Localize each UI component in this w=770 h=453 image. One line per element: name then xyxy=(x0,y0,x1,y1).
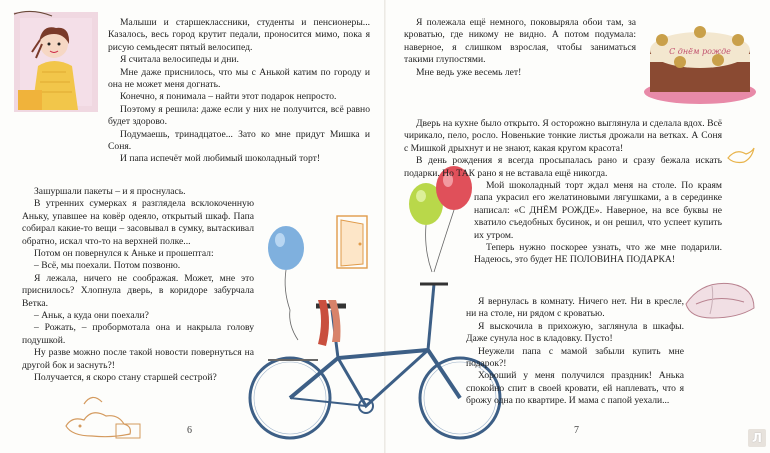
right-text-block-2 xyxy=(404,118,722,267)
paragraph: Неужели папа с мамой забыли купить мне подарок?! xyxy=(466,345,684,370)
paragraph: Получается, я скоро стану старшей сестрой? xyxy=(34,372,217,384)
right-text-block-1 xyxy=(404,17,636,79)
paragraph: Ну разве можно после такой новости повернуться на другой бок и заснуть?! xyxy=(22,347,254,371)
paragraph: Я считала велосипеды и дни. xyxy=(120,54,239,66)
paragraph: Я полежала ещё немного, поковыряла обои там, за кроватью, где никому не видно. А потом подумала: наверное, я слишком взрослая, чтобы заниматься такими глупостями. xyxy=(404,17,636,66)
publisher-logo-letter: Л xyxy=(752,431,762,445)
girl-illustration xyxy=(12,6,102,114)
cake-text: С днём рожде xyxy=(669,47,731,56)
balloon-blue xyxy=(268,226,304,340)
left-text-block-1 xyxy=(108,17,370,166)
right-text-block-3 xyxy=(466,296,684,408)
paragraph: – Рожать, – пробормотала она и накрыла голову подушкой. xyxy=(22,322,254,346)
dog-illustration xyxy=(62,386,152,442)
paragraph: В день рождения я всегда просыпалась рано и сразу бежала искать подарки. Но ТАК рано я не вставала ещё никогда. xyxy=(404,155,722,179)
paragraph: Конечно, я понимала – найти этот подарок непросто. xyxy=(120,91,337,103)
paragraph: Я вернулась в комнату. Ничего нет. Ни в кресле, ни на столе, ни рядом с кроватью. xyxy=(466,296,684,320)
paragraph: – Аньк, а куда они поехали? xyxy=(34,310,149,322)
page-number-left: 6 xyxy=(187,425,192,436)
paragraph: Дверь на кухне было открыто. Я осторожно выглянула и сделала вдох. Всё чирикало, пело, росло. Новенькие тонкие листья дрожали на ветках. А Соня с Мишкой дрыхнут и не знают, какая кругом красота! xyxy=(404,118,722,154)
paragraph: В утренних сумерках я разглядела всклокоченную Аньку, упавшее на ковёр одеяло, открытый шкаф. Папа собирал какие-то вещи – засовывал в сумку, вытаскивал обратно, искал что-то на верхней полке... xyxy=(22,198,254,247)
paragraph: Зашуршали пакеты – и я проснулась. xyxy=(34,186,186,197)
paragraph: – Всё, мы поехали. Потом позвоню. xyxy=(34,260,181,272)
paragraph: Я выскочила в прихожую, заглянула в шкафы. Даже сунула нос в кладовку. Пусто! xyxy=(466,320,684,345)
bird-illustration xyxy=(726,144,756,168)
publisher-logo xyxy=(748,429,766,447)
cake-illustration xyxy=(640,10,760,110)
paragraph: Мне ведь уже весемь лет! xyxy=(416,66,522,78)
paragraph: Мне даже приснилось, что мы с Анькой катим по городу и она не может меня догнать. xyxy=(108,66,370,91)
paragraph: Хороший у меня получился праздник! Анька спокойно спит в своей кровати, ей наплевать, что я брожу одна по квартире. И мама с папой уехали... xyxy=(466,370,684,407)
paragraph: Я лежала, ничего не соображая. Может, мне это приснилось? Хлопнула дверь, в коридоре забурчала Ветка. xyxy=(22,272,254,309)
paragraph: Потом он повернулся к Аньке и прошептал: xyxy=(34,248,214,260)
page-number-right: 7 xyxy=(574,425,579,436)
paragraph: И папа испечёт мой любимый шоколадный торт! xyxy=(120,153,321,165)
paragraph: Малыши и старшеклассники, студенты и пенсионеры... Казалось, весь город крутит педали, проносится мимо, пока я рисую семьдесят пятый велосипед. xyxy=(108,17,370,53)
bicycle xyxy=(250,284,500,438)
paragraph: Теперь нужно поскорее узнать, что же мне подарили. Надеюсь, это будет НЕ ПОЛОВИНА ПОДАРКА! xyxy=(474,242,722,266)
paragraph: Поэтому я решила: даже если у них не получится, всё равно будет здорово. xyxy=(108,103,370,128)
paragraph: Подумаешь, тринадцатое... Зато ко мне придут Мишка и Соня. xyxy=(108,128,370,153)
gift-bag-illustration xyxy=(682,274,758,324)
paragraph: Мой шоколадный торт ждал меня на столе. По краям папа украсил его желатиновыми лягушками, а в серединке написал: «С ДНЁМ РОЖДЕ». Наверное, на все буквы не хватило съедобных бусинок, и он решил, что успеет купить их утром. xyxy=(474,180,722,241)
left-text-block-2 xyxy=(22,186,254,385)
